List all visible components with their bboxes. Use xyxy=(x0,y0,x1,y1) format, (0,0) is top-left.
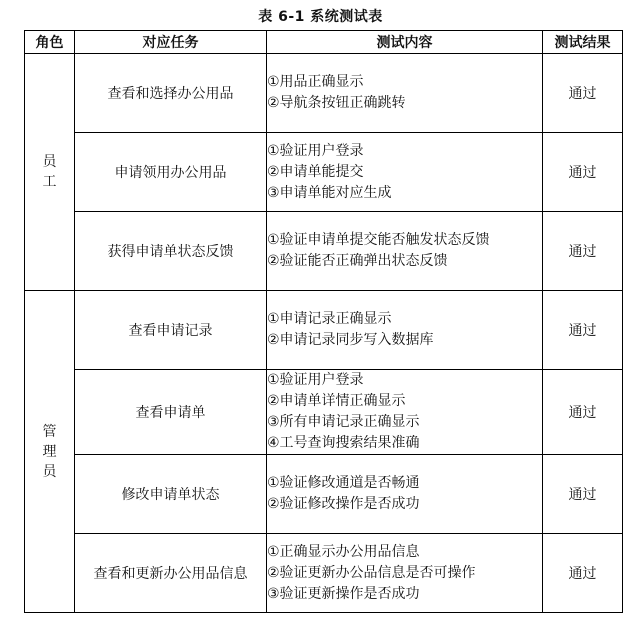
table-row xyxy=(25,534,623,613)
content-line: ①验证用户登录 xyxy=(267,372,364,388)
content-line: ②验证修改操作是否成功 xyxy=(267,496,420,512)
content-line: ①正确显示办公用品信息 xyxy=(267,543,420,560)
task-cell: 申请领用办公用品 xyxy=(75,133,267,212)
content-cell xyxy=(267,212,543,291)
content-line: ②验证更新办公品信息是否可操作 xyxy=(267,564,476,581)
content-line: ①申请记录正确显示 xyxy=(267,311,392,327)
content-line: ①验证修改通道是否畅通 xyxy=(267,475,420,491)
task-cell: 修改申请单状态 xyxy=(75,455,267,534)
task-cell: 查看和选择办公用品 xyxy=(75,54,267,133)
role-cell-admin: 管理员 xyxy=(25,291,75,613)
header-result: 测试结果 xyxy=(543,31,623,54)
content-line: ①验证申请单提交能否触发状态反馈 xyxy=(267,232,490,248)
content-line: ②导航条按钮正确跳转 xyxy=(267,95,406,111)
content-cell xyxy=(267,54,543,133)
content-line: ②申请单详情正确显示 xyxy=(267,393,406,409)
content-line: ②申请单能提交 xyxy=(267,163,364,180)
table-row xyxy=(25,291,623,370)
content-cell xyxy=(267,291,543,370)
content-line: ④工号查询搜索结果准确 xyxy=(267,435,420,451)
result-cell: 通过 xyxy=(543,370,623,455)
result-cell: 通过 xyxy=(543,212,623,291)
header-content: 测试内容 xyxy=(267,31,543,54)
content-cell xyxy=(267,370,543,455)
table-header-row xyxy=(25,31,623,54)
result-cell: 通过 xyxy=(543,54,623,133)
content-line: ③验证更新操作是否成功 xyxy=(267,585,420,602)
result-cell: 通过 xyxy=(543,291,623,370)
content-line: ②验证能否正确弹出状态反馈 xyxy=(267,253,448,269)
content-line: ②申请记录同步写入数据库 xyxy=(267,332,434,348)
result-cell: 通过 xyxy=(543,534,623,613)
task-cell: 查看和更新办公用品信息 xyxy=(75,534,267,613)
result-cell: 通过 xyxy=(543,455,623,534)
table-row xyxy=(25,455,623,534)
table-row xyxy=(25,370,623,455)
content-line: ①用品正确显示 xyxy=(267,74,364,90)
result-cell: 通过 xyxy=(543,133,623,212)
table-row xyxy=(25,133,623,212)
content-line: ①验证用户登录 xyxy=(267,142,364,159)
content-cell xyxy=(267,133,543,212)
content-line: ③所有申请记录正确显示 xyxy=(267,414,420,430)
table-row xyxy=(25,54,623,133)
task-cell: 查看申请单 xyxy=(75,370,267,455)
table-row xyxy=(25,212,623,291)
header-role: 角色 xyxy=(25,31,75,54)
content-cell xyxy=(267,455,543,534)
table-caption: 表 6-1 系统测试表 xyxy=(258,9,383,25)
header-task: 对应任务 xyxy=(75,31,267,54)
task-cell: 查看申请记录 xyxy=(75,291,267,370)
content-line: ③申请单能对应生成 xyxy=(267,184,392,201)
system-test-table xyxy=(24,30,623,613)
content-cell xyxy=(267,534,543,613)
role-cell-employee: 员工 xyxy=(25,54,75,291)
task-cell: 获得申请单状态反馈 xyxy=(75,212,267,291)
